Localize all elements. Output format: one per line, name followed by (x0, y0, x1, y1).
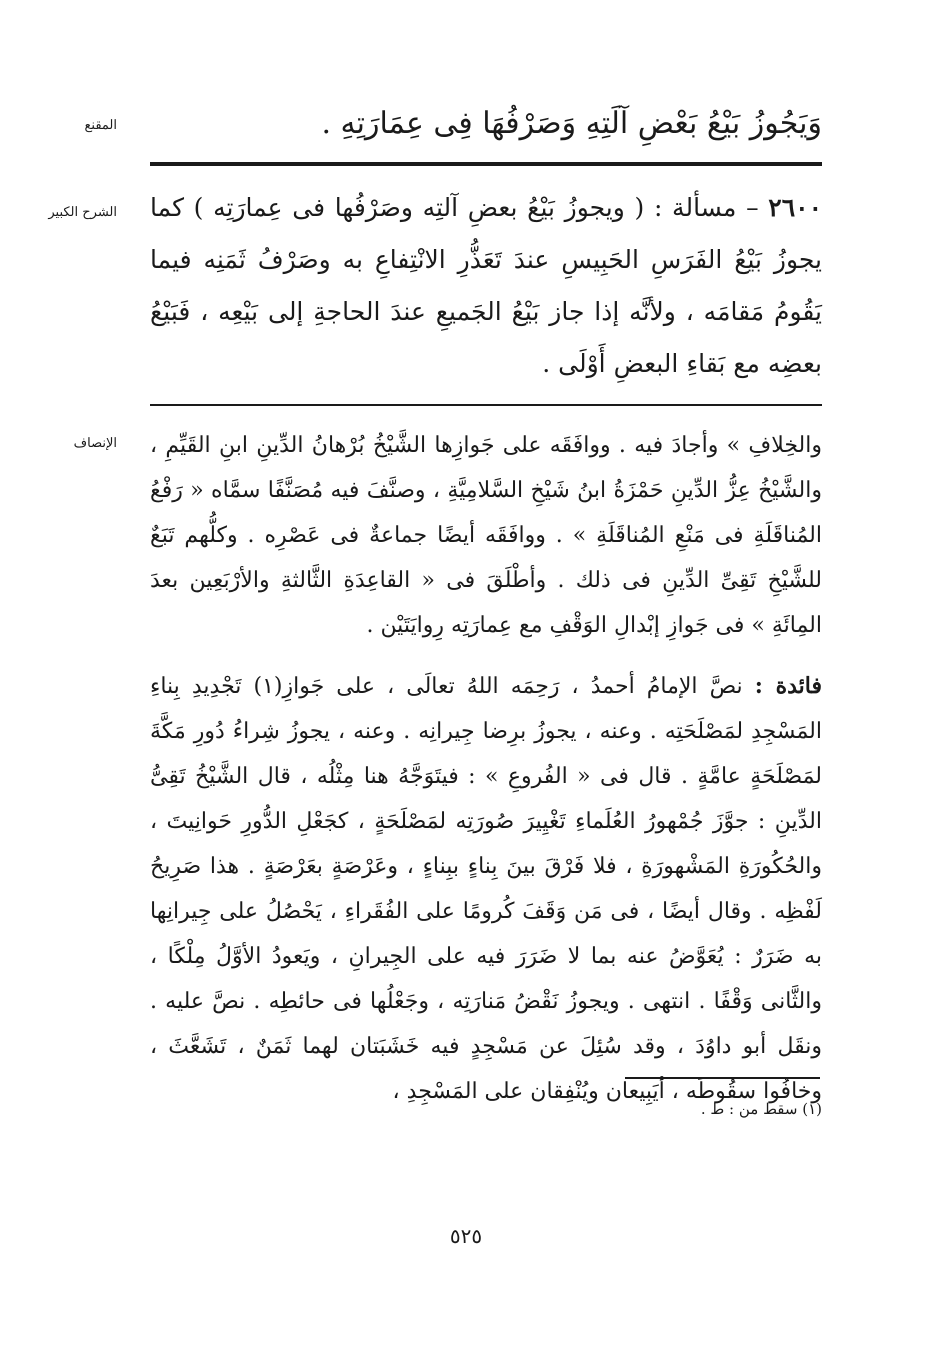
thick-divider (150, 162, 822, 166)
sharh-body: – مسألة : ( ويجوزُ بَيْعُ بعضِ آلتِه وصَرْفُها فى عِمارَتِه ) كما يجوزُ بَيْعُ الفَرَسِ الحَبِيسِ عندَ تَعَذُّرِ الانْتِفاعِ به وصَرْفُ ثَمَنِه فيما يَقُومُ مَقامَه ، ولأنَّه إذا جاز بَيْعُ الجَميعِ عندَ الحاجةِ إلى بَيْعِه ، فَبَيْعُ بعضِه مع بَقاءِ البعضِ أَوْلَى . (150, 193, 822, 378)
muqni-text: وَيَجُوزُ بَيْعُ بَعْضِ آلَتِهِ وَصَرْفُهَا فِى عِمَارَتِهِ . (321, 106, 822, 141)
footnote-divider (625, 1077, 820, 1079)
side-label-sharh: الشرح الكبير (48, 205, 117, 220)
insaf-section (150, 423, 822, 1114)
insaf-paragraph-2-body: نصَّ الإمامُ أحمدُ ، رَحِمَه اللهُ تعالَى ، على جَوازِ(١) تَجْدِيدِ بِناءِ المَسْجِدِ لمَصْلَحَتِه . وعنه ، يجوزُ برِضا جِيرانِه . وعنه ، يجوزُ شِراءُ دُورِ مَكَّةَ لمَصْلَحَةٍ عامَّةٍ . قال فى « الفُروعِ » : فيتَوَجَّهُ هنا مِثْلُه ، قال الشَّيْخُ تَقِىُّ الدِّينِ : جوَّزَ جُمْهورُ العُلَماءِ تَغْيِيرَ صُورَتِه لمَصْلَحَةٍ ، كجَعْلِ الدُّورِ حَوانِيتَ ، والحُكُورَةِ المَشْهورَةِ ، فلا فَرْقَ بينَ بِناءٍ ببِناءٍ ، وعَرْصَةٍ بعَرْصَةٍ . هذا صَرِيحُ لَفْظِه . وقال أيضًا ، فى مَن وَقَفَ كُرومًا على الفُقَراءِ ، يَحْصُلُ على جِيرانِها به ضَرَرٌ : يُعَوَّضُ عنه بما لا ضَرَرَ فيه على الجِيرانِ ، ويَعودُ الأوَّلُ مِلْكًا ، والثَّانى وَقْفًا . انتهى . ويجوزُ نَقْضُ مَنارَتِه ، وجَعْلُها فى حائطِه . نصَّ عليه . ونقَل أبو داوُدَ ، وقد سُئِلَ عن مَسْجِدٍ فيه خَشَبَتان لهما ثَمَنٌ ، تَشَعَّثَ ، وخافُوا سقُوطَه ، أيَبِيعان ويُنْفِقان على المَسْجِدِ ، (150, 674, 822, 1104)
side-label-insaf: الإنصاف (73, 436, 117, 451)
page-number: ٥٢٥ (449, 1224, 483, 1248)
section-divider (150, 404, 822, 406)
footnote: (١) سقط من : ط . (700, 1100, 822, 1118)
insaf-paragraph-1: والخِلافِ » وأجادَ فيه . ووافَقَه على جَوازِها الشَّيْخُ بُرْهانُ الدِّينِ ابنِ القَيِّمِ ، والشَّيْخُ عِزُّ الدِّينِ حَمْزَةُ ابنُ شَيْخِ السَّلامِيَّةِ ، وصنَّفَ فيه مُصَنَّفًا سمَّاه « رَفْعُ المُناقَلَةِ فى مَنْعِ المُناقَلَةِ » . ووافَقَه أيضًا جماعةٌ فى عَصْرِه . وكلُّهم تَبَعٌ للشَّيْخِ تَقِىِّ الدِّينِ فى ذلك . وأطْلَقَ فى « القاعِدَةِ الثَّالثةِ والأرْبَعِين بعدَ المِائَةِ » فى جَوازِ إبْدالِ الوَقْفِ مع عِمارَتِه رِوايَتَيْن . (150, 433, 822, 638)
insaf-paragraph-2 (150, 664, 822, 1114)
issue-number: ٢٦٠٠ (768, 193, 822, 222)
side-label-muqni: المقنع (84, 118, 117, 133)
sharh-section (150, 182, 822, 390)
faida-label: فائدة : (754, 673, 823, 699)
